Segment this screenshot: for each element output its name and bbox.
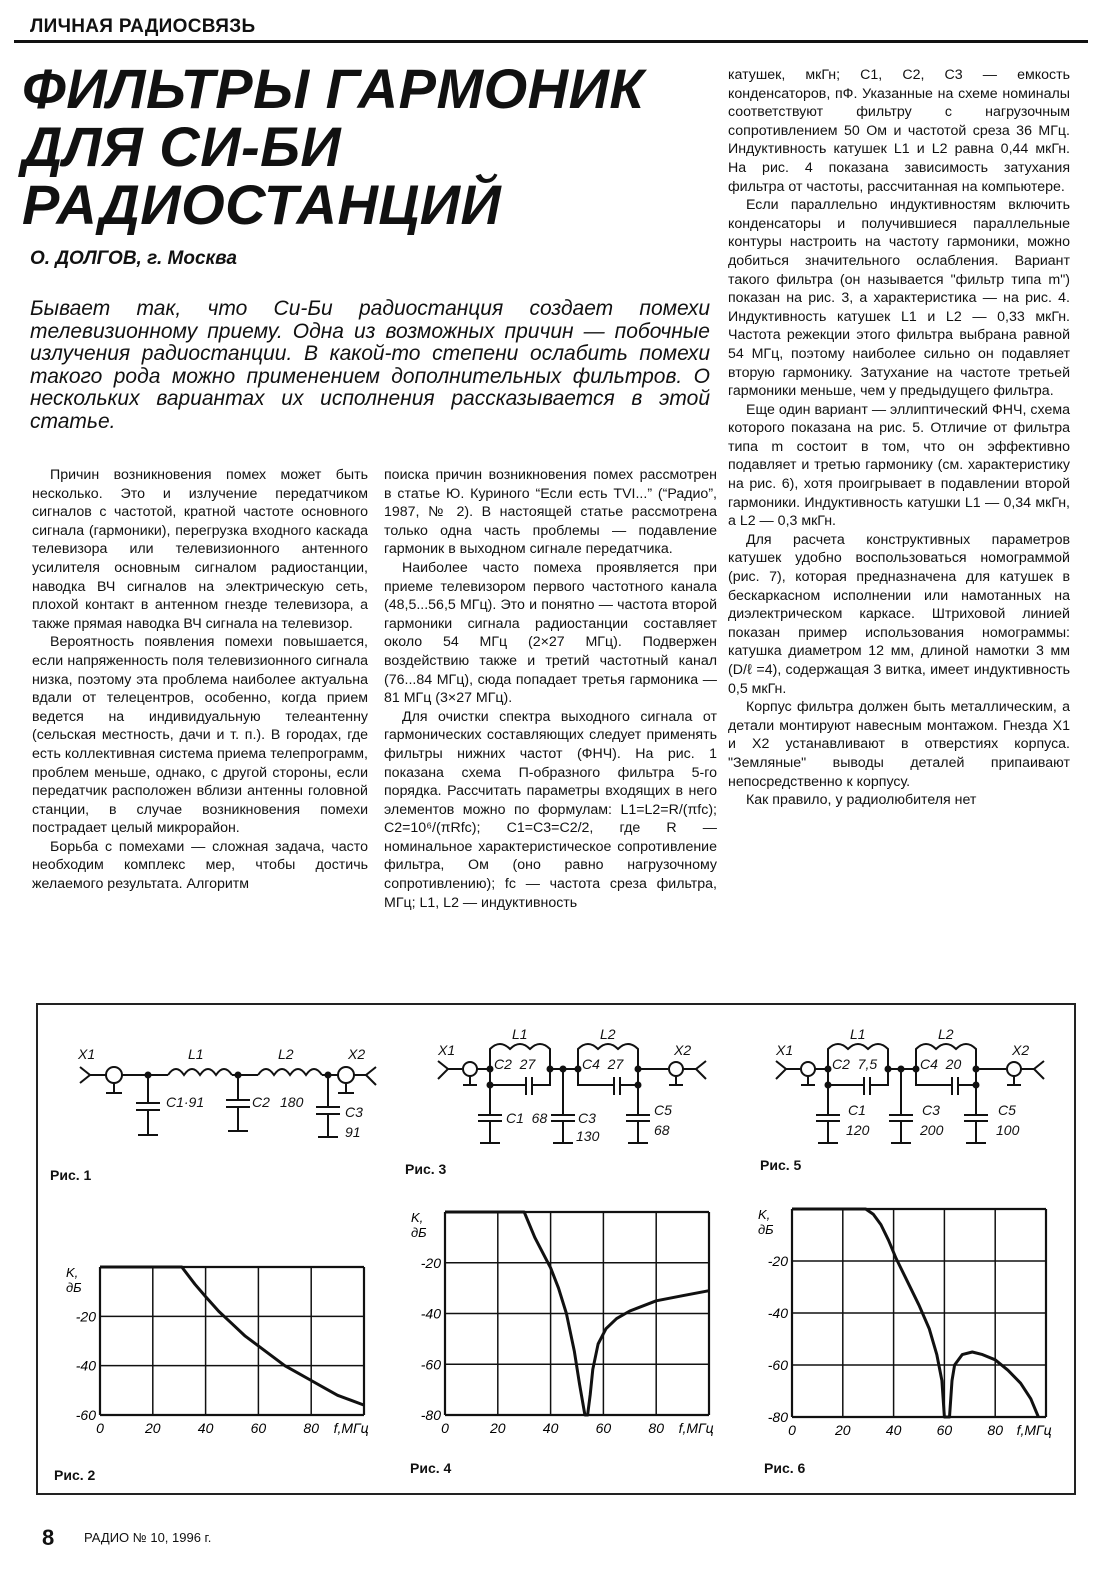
label-x1: X1 <box>438 1042 456 1058</box>
label-c3-value: 91 <box>345 1124 361 1140</box>
paragraph: Для очистки спектра выходного сигнала от гармонических составляющих следует применять фильтры нижних частот (ФНЧ). На рис. 1 показана схема П-образного фильтра 5-го порядка. Рассчитать параметры входящих в него элементов можно по формулам: L1=L2=R/(πfc); C2=10⁶/(πRfc); C1=C3=C2/2, где R — номинальное характеристическое сопротивление фильтра, Ом (оно равно нагрузочному сопротивлению); fc — частота среза фильтра, МГц; L1, L2 — индуктивность <box>384 708 717 911</box>
label-c3: C3 <box>345 1104 363 1120</box>
y-tick-label: -40 <box>75 1357 96 1374</box>
lead-paragraph: Бывает так, что Си-Би радиостанция создает помехи телевизионному приему. Одна из возможных причин — побочные излучения радиостанции. В какой-то степени ослабить помехи такого рода можно применением дополнительных фильтров. О нескольких вариантах их исполнения рассказывается в этой статье. <box>30 297 710 433</box>
paragraph: Корпус фильтра должен быть металлическим, а детали монтируют навесным монтажом. Гнезда X1 и X2 устанавливают в отверстиях корпуса. "Земляные" выводы деталей припаивают непосредственно к корпусу. <box>728 699 1070 790</box>
x-tick-label: 80 <box>987 1422 1003 1438</box>
caption-fig2: Рис. 2 <box>54 1467 96 1483</box>
text-column-1 <box>32 466 368 894</box>
y-axis-unit: дБ <box>758 1222 774 1237</box>
chart-fig4 <box>403 1200 723 1445</box>
caption-fig4: Рис. 4 <box>410 1460 452 1476</box>
x-axis-label: f,МГц <box>333 1420 369 1436</box>
y-axis-label: K, <box>66 1265 79 1280</box>
schematic-fig3 <box>428 1025 728 1155</box>
x-axis-label: f,МГц <box>1016 1422 1052 1438</box>
label-c5: C5 <box>654 1102 672 1118</box>
y-tick-label: -80 <box>420 1407 441 1423</box>
label-x2: X2 <box>1012 1042 1030 1058</box>
connector-x1-icon <box>80 1067 106 1083</box>
page-number: 8 <box>42 1525 55 1550</box>
chart-fig2 <box>58 1255 378 1445</box>
label-c3: C3 <box>922 1102 940 1118</box>
x-axis-label: f,МГц <box>678 1420 714 1436</box>
caption-fig5: Рис. 5 <box>760 1157 802 1173</box>
y-tick-label: -40 <box>420 1305 441 1322</box>
header-rule <box>14 40 1088 43</box>
paragraph: Как правило, у радиолюбителя нет <box>746 792 977 809</box>
text-column-2 <box>384 466 717 912</box>
label-c4: C4 20 <box>920 1056 962 1072</box>
label-l1: L1 <box>188 1046 204 1062</box>
capacitor-c2-icon <box>226 1075 250 1131</box>
y-tick-label: -20 <box>75 1308 96 1325</box>
x-tick-label: 80 <box>303 1420 319 1436</box>
label-c2: C2 27 <box>494 1056 536 1072</box>
label-c1-value: 120 <box>846 1122 870 1138</box>
chart-fig6 <box>750 1197 1060 1447</box>
figures-panel <box>36 1003 1076 1495</box>
label-c3-value: 200 <box>920 1122 944 1138</box>
title-line: ДЛЯ СИ-БИ <box>22 115 342 178</box>
capacitor-c1-icon <box>136 1075 160 1135</box>
paragraph: Еще один вариант — эллиптический ФНЧ, схема которого показана на рис. 5. Отличие от фильтра типа m состоит в том, что он эффективно подавляет и третью гармонику (см. характеристику на рис. 6), хотя проигрывает в подавлении второй гармоники. Индуктивность катушки L1 — 0,34 мкГн, а L2 — 0,3 мкГн. <box>728 401 1070 530</box>
y-axis-label: K, <box>411 1210 424 1225</box>
label-c2-value: 180 <box>280 1094 304 1110</box>
label-c1: C1 <box>848 1102 866 1118</box>
x-tick-label: 20 <box>490 1420 506 1436</box>
paragraph: Вероятность появления помехи повышается, если напряженность поля телевизионного сигнала низка, поэтому эта проблема наиболее актуальна вдали от телецентров, особенно, когда прием ведется на индивидуальную телеантенну (сельская местность, дачи и т. п.). В городах, где есть коллективная система приема телепрограмм, проблем меньше, однако, с другой стороны, если передатчик расположен вблизи антенны головной станции, в случае возникновения помехи пострадает целый микрорайон. <box>32 634 368 837</box>
y-tick-label: -40 <box>767 1305 788 1321</box>
x-tick-label: 20 <box>835 1422 851 1438</box>
x-tick-label: 0 <box>441 1420 449 1436</box>
y-tick-label: -60 <box>767 1357 788 1373</box>
x-tick-label: 60 <box>595 1420 612 1436</box>
x-tick-label: 40 <box>197 1420 214 1436</box>
connector-x2-icon <box>354 1067 376 1085</box>
y-tick-label: -60 <box>75 1407 96 1423</box>
label-c5: C5 <box>998 1102 1016 1118</box>
author-byline: О. ДОЛГОВ, г. Москва <box>30 248 237 269</box>
x-tick-label: 60 <box>936 1422 953 1438</box>
y-axis-unit: дБ <box>66 1280 82 1295</box>
inductor-l1-icon <box>168 1069 232 1075</box>
y-tick-label: -20 <box>420 1254 441 1271</box>
article-title <box>22 57 702 236</box>
issue-info: РАДИО № 10, 1996 г. <box>84 1530 212 1545</box>
response-curve <box>100 1267 364 1405</box>
section-header: ЛИЧНАЯ РАДИОСВЯЗЬ <box>30 16 256 37</box>
paragraph: Если параллельно индуктивностям включить конденсаторы и получившиеся параллельные контуры настроить на частоту гармоники, можно добиться значительного ослабления. Вариант такого фильтра (он называется "фильтр типа m") показан на рис. 3, а характеристика — на рис. 4. Индуктивность катушек L1 и L2 — 0,33 мкГн. Частота режекции этого фильтра выбрана равной 54 МГц, поэтому наиболее сильно он подавляет вторую гармонику. Затухание на частоте третьей гармоники меньше, чем у предыдущего фильтра. <box>728 197 1070 400</box>
y-tick-label: -20 <box>767 1253 788 1269</box>
label-x1: X1 <box>776 1042 794 1058</box>
y-tick-label: -60 <box>420 1356 441 1373</box>
title-line: РАДИОСТАНЦИЙ <box>22 173 502 236</box>
paragraph: катушек, мкГн; С1, С2, С3 — емкость конденсаторов, пФ. Указанные на схеме номиналы соответствуют фильтру с нагрузочным сопротивлением 50 Ом и частотой среза 36 МГц. Индуктивность катушек L1 и L2 равна 0,44 мкГн. На рис. 4 показана зависимость затухания фильтра от частоты, рассчитанная на компьютере. <box>728 67 1070 195</box>
inductor-l2-icon <box>258 1069 322 1075</box>
label-c3: C3 <box>578 1110 596 1126</box>
schematic-fig5 <box>766 1025 1066 1155</box>
paragraph: Причин возникновения помех может быть несколько. Это и излучение передатчиком сигналов с частотой, кратной частоте основного сигнала (гармоники), перегрузка входного каскада телевизора или телевизионного антенного усилителя основным сигналом радиостанции, наводка ВЧ сигналов на электрическую сеть, плохой контакт в антенном гнезде телевизора, а также прямая наводка ВЧ сигнала на телевизор. <box>32 467 368 632</box>
text-column-3 <box>728 66 1070 810</box>
label-c1: C1·91 <box>166 1094 205 1110</box>
caption-fig6: Рис. 6 <box>764 1460 806 1476</box>
schematic-fig1 <box>58 1025 378 1145</box>
label-c5-value: 68 <box>654 1122 670 1138</box>
label-x2: X2 <box>348 1046 366 1062</box>
label-c4: C4 27 <box>582 1056 624 1072</box>
label-c3-value: 130 <box>576 1128 600 1144</box>
y-axis-label: K, <box>758 1207 771 1222</box>
caption-fig3: Рис. 3 <box>405 1161 447 1177</box>
label-x1: X1 <box>78 1046 96 1062</box>
caption-fig1: Рис. 1 <box>50 1167 92 1183</box>
x-tick-label: 60 <box>250 1420 267 1436</box>
x-tick-label: 40 <box>542 1420 559 1436</box>
label-x2: X2 <box>674 1042 692 1058</box>
label-c2: C2 7,5 <box>832 1056 878 1072</box>
label-l1: L1 <box>850 1026 866 1042</box>
x-tick-label: 80 <box>648 1420 664 1436</box>
capacitor-c3-icon <box>316 1075 340 1137</box>
title-line: ФИЛЬТРЫ ГАРМОНИК <box>22 57 645 120</box>
label-l2: L2 <box>278 1046 294 1062</box>
label-c1: C1 68 <box>506 1110 548 1126</box>
paragraph: Борьба с помехами — сложная задача, часто необходим комплекс мер, чтобы достичь желаемого результата. Алгоритм <box>32 838 368 893</box>
x-tick-label: 0 <box>96 1420 104 1436</box>
x-tick-label: 20 <box>145 1420 161 1436</box>
x-tick-label: 40 <box>885 1422 902 1438</box>
label-c2: C2 <box>252 1094 270 1110</box>
paragraph: поиска причин возникновения помех рассмотрен в статье Ю. Куриного “Если есть TVI...” (“Радио”, 1987, № 2). В настоящей статье рассмотрена только одна часть проблемы — подавление гармоник в выходном сигнале передатчика. <box>384 467 717 558</box>
label-c5-value: 100 <box>996 1122 1020 1138</box>
paragraph: Наиболее часто помеха проявляется при приеме телевизором первого частотного канала (48,5...56,5 МГц). Это и понятно — частота второй гармоники сигнала радиостанции составляет около 54 МГц (2×27 МГц). Подвержен воздействию также и третий частотный канал (76...84 МГц), сюда попадает третья гармоника — 81 МГц (3×27 МГц). <box>384 559 717 707</box>
y-axis-unit: дБ <box>411 1225 427 1240</box>
paragraph: Для расчета конструктивных параметров катушек удобно воспользоваться номограммой (рис. 7), которая предназначена для катушек в бескаркасном исполнении или намотанных на диэлектрическом каркасе. Штриховой линией показан пример использования номограммы: катушка диаметром 12 мм, длиной намотки 3 мм (D/ℓ =4), содержащая 3 витка, имеет индуктивность 0,5 мкГн. <box>728 531 1070 697</box>
x-tick-label: 0 <box>788 1422 796 1438</box>
label-l2: L2 <box>600 1026 616 1042</box>
label-l1: L1 <box>512 1026 528 1042</box>
label-l2: L2 <box>938 1026 954 1042</box>
y-tick-label: -80 <box>767 1409 788 1425</box>
